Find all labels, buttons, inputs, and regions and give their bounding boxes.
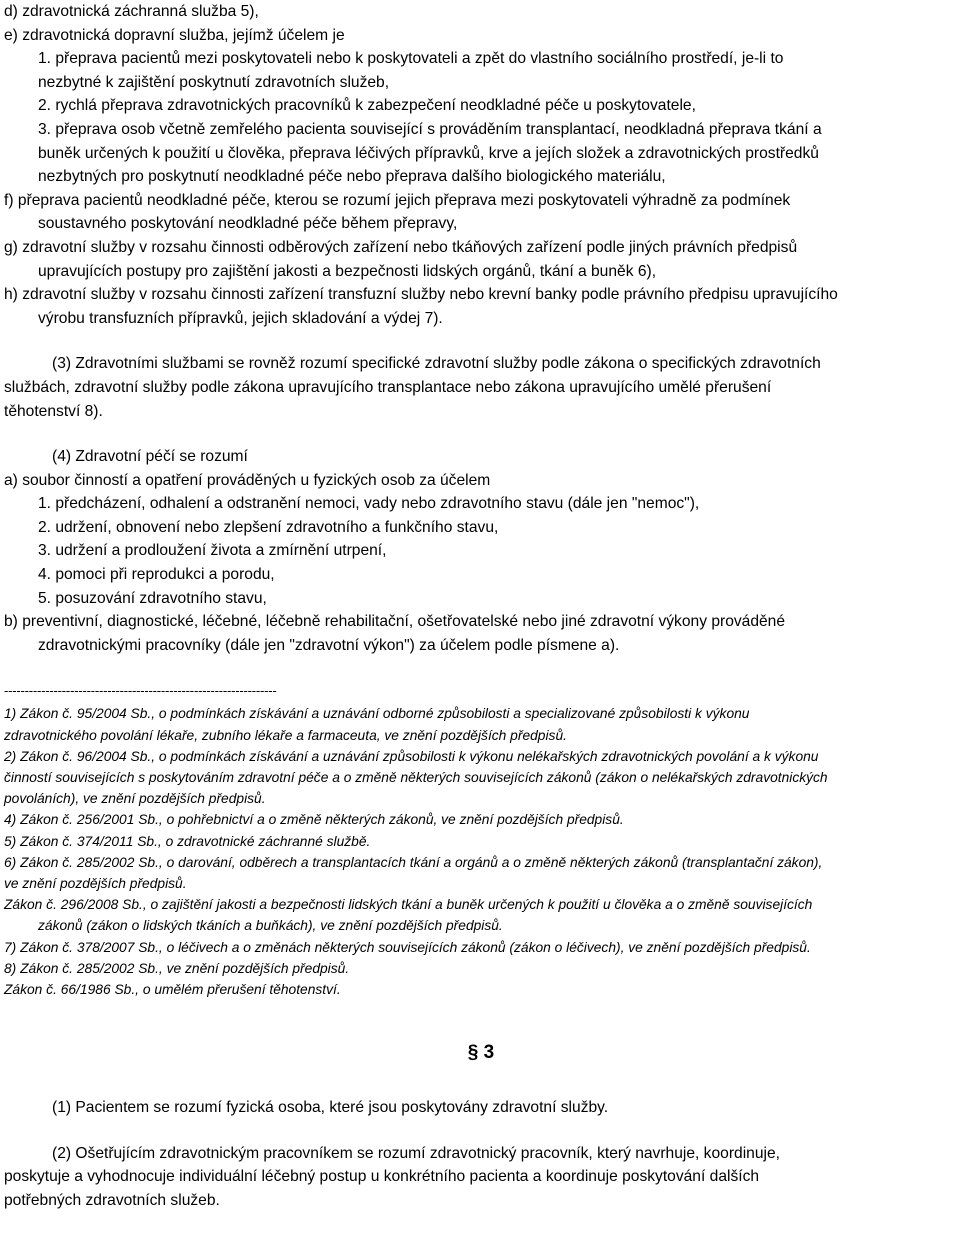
footnote-5: 5) Zákon č. 374/2011 Sb., o zdravotnické záchranné službě.: [4, 833, 371, 849]
item-e3-line1: 3. přeprava osob včetně zemřelého pacienta související s prováděním transplantací, neodkladná přeprava tkání a: [38, 120, 822, 138]
footnote-1-line1: 1) Zákon č. 95/2004 Sb., o podmínkách získávání a uznávání odborné způsobilosti a specializované způsobilosti k výkonu: [4, 706, 750, 722]
footnote-2-line3: povoláních), ve znění pozdějších předpisů.: [4, 791, 266, 807]
item-h-line2: výrobu transfuzních přípravků, jejich skladování a výdej 7).: [38, 309, 443, 327]
para4-intro: (4) Zdravotní péčí se rozumí: [52, 448, 248, 466]
para3-line2: službách, zdravotní služby podle zákona upravujícího transplantace nebo zákona upravujícího umělé přerušení: [4, 378, 772, 396]
item-f-line1: f) přeprava pacientů neodkladné péče, kterou se rozumí jejich přeprava mezi poskytovateli výhradně za podmínek: [4, 191, 791, 209]
footnote-2-line1: 2) Zákon č. 96/2004 Sb., o podmínkách získávání a uznávání způsobilosti k výkonu nelékařských zdravotnických povolání a k výkonu: [4, 748, 819, 764]
item-e2: 2. rychlá přeprava zdravotnických pracovníků k zabezpečení neodkladné péče u poskytovatele,: [38, 97, 696, 115]
footnote-8b: Zákon č. 66/1986 Sb., o umělém přerušení těhotenství.: [4, 982, 341, 998]
footnote-6b-line2: zákonů (zákon o lidských tkáních a buňkách), ve znění pozdějších předpisů.: [38, 918, 503, 934]
item-d: d) zdravotnická záchranná služba 5),: [4, 3, 259, 20]
para4-item-a3: 3. udržení a prodloužení života a zmírnění utrpení,: [38, 542, 387, 560]
para3-line1: (3) Zdravotními službami se rovněž rozumí specifické zdravotní služby podle zákona o specifických zdravotních: [52, 355, 821, 373]
section-heading: § 3: [467, 1042, 495, 1064]
footnotes: [4, 703, 956, 1000]
document-page: [4, 0, 956, 1213]
footnote-2-line2: činností souvisejících s poskytováním zdravotní péče a o změně některých souvisejících zákonů (zákon o nelékařských zdravotnických: [4, 770, 828, 786]
item-g-line1: g) zdravotní služby v rozsahu činnosti odběrových zařízení nebo tkáňových zařízení podle jiných právních předpisů: [4, 238, 798, 256]
footnote-6-line1: 6) Zákon č. 285/2002 Sb., o darování, odběrech a transplantacích tkání a orgánů a o změně některých zákonů (transplantační zákon),: [4, 854, 823, 870]
item-e1-line2: nezbytné k zajištění poskytnutí zdravotních služeb,: [38, 73, 390, 91]
item-e: e) zdravotnická dopravní služba, jejímž účelem je: [4, 26, 345, 44]
footnote-7: 7) Zákon č. 378/2007 Sb., o léčivech a o změnách některých souvisejících zákonů (zákon o léčivech), ve znění pozdějších předpisů.: [4, 939, 811, 955]
para4-item-a4: 4. pomoci při reprodukci a porodu,: [38, 566, 275, 584]
section-para2-line3: potřebných zdravotních služeb.: [4, 1192, 220, 1210]
para4-item-b-line2: zdravotnickými pracovníky (dále jen "zdravotní výkon") za účelem podle písmene a).: [38, 636, 620, 654]
para4-item-b-line1: b) preventivní, diagnostické, léčebné, léčebně rehabilitační, ošetřovatelské nebo jiné zdravotní výkony prováděné: [4, 613, 786, 631]
para4-item-a1: 1. předcházení, odhalení a odstranění nemoci, vady nebo zdravotního stavu (dále jen "nemoc"),: [38, 495, 700, 513]
section-para1: (1) Pacientem se rozumí fyzická osoba, které jsou poskytovány zdravotní služby.: [52, 1099, 609, 1117]
footnote-6-line2: ve znění pozdějších předpisů.: [4, 876, 187, 892]
item-e1-line1: 1. přeprava pacientů mezi poskytovateli nebo k poskytovateli a zpět do vlastního sociálního prostředí, je-li to: [38, 50, 784, 68]
para4-item-a: a) soubor činností a opatření prováděných u fyzických osob za účelem: [4, 471, 491, 489]
item-e3-line3: nezbytných pro poskytnutí neodkladné péče nebo přeprava dalšího biologického materiálu,: [38, 168, 666, 186]
footnote-8: 8) Zákon č. 285/2002 Sb., ve znění pozdějších předpisů.: [4, 960, 350, 976]
footnote-separator: ------------------------------------------------------------------: [4, 683, 277, 699]
footnote-4: 4) Zákon č. 256/2001 Sb., o pohřebnictví a o změně některých zákonů, ve znění pozdějších předpisů.: [4, 812, 624, 828]
section-para2-line1: (2) Ošetřujícím zdravotnickým pracovníkem se rozumí zdravotnický pracovník, který navrhuje, koordinuje,: [52, 1144, 780, 1162]
item-h-line1: h) zdravotní služby v rozsahu činnosti zařízení transfuzní služby nebo krevní banky podle právního předpisu upravujícího: [4, 286, 838, 304]
section-para2-line2: poskytuje a vyhodnocuje individuální léčebný postup u konkrétního pacienta a koordinuje poskytování dalších: [4, 1168, 760, 1186]
para3-line3: těhotenství 8).: [4, 402, 103, 420]
footnote-1-line2: zdravotnického povolání lékaře, zubního lékaře a farmaceuta, ve znění pozdějších předpisů.: [4, 727, 567, 743]
para4-item-a5: 5. posuzování zdravotního stavu,: [38, 589, 267, 607]
item-f-line2: soustavného poskytování neodkladné péče během přepravy,: [38, 215, 458, 233]
para4-item-a2: 2. udržení, obnovení nebo zlepšení zdravotního a funkčního stavu,: [38, 518, 499, 536]
footnote-6b-line1: Zákon č. 296/2008 Sb., o zajištění jakosti a bezpečnosti lidských tkání a buněk určených k použití u člověka a o změně souvisejících: [4, 897, 813, 913]
item-g-line2: upravujících postupy pro zajištění jakosti a bezpečnosti lidských orgánů, tkání a buněk 6),: [38, 262, 657, 280]
item-e3-line2: buněk určených k použití u člověka, přeprava léčivých přípravků, krve a jejích složek a zdravotnických prostředků: [38, 144, 819, 162]
